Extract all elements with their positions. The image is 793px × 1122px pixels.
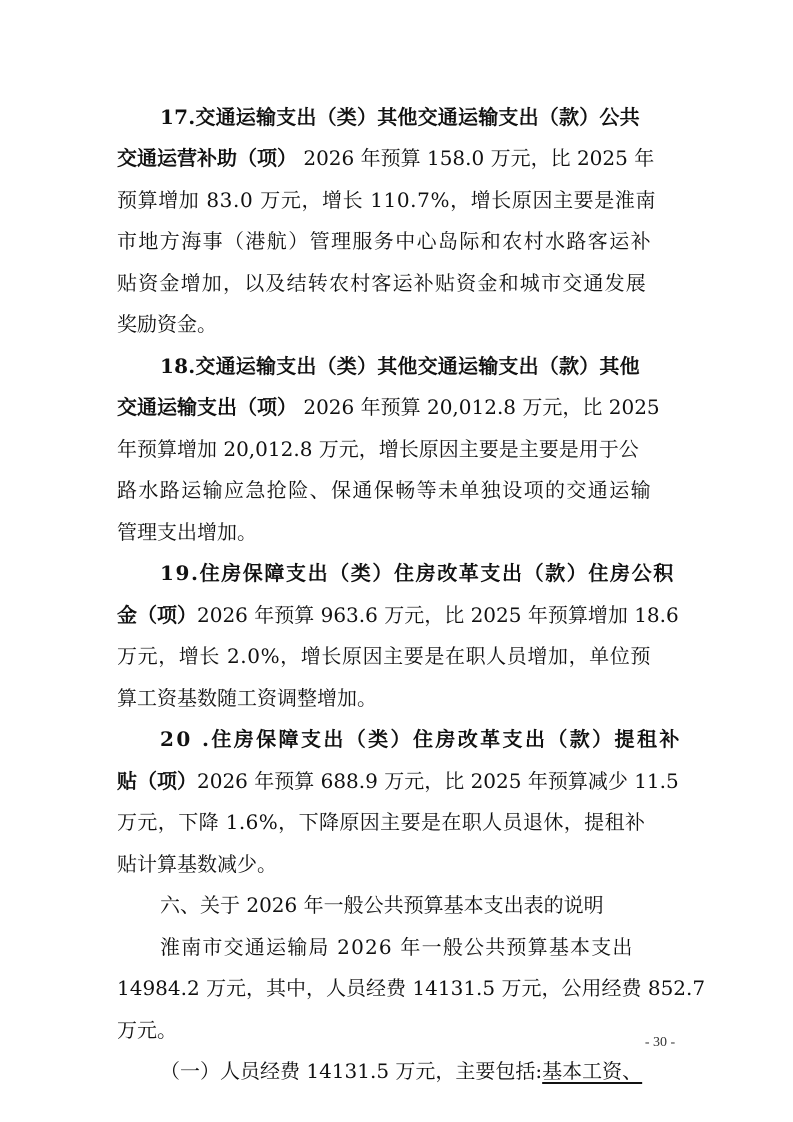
line: 19.住房保障支出（类）住房改革支出（款）住房公积	[160, 561, 675, 585]
line: 金（项）2026 年预算 963.6 万元，比 2025 年预算增加 18.6	[117, 603, 679, 627]
line: 万元，下降 1.6%，下降原因主要是在职人员退休，提租补	[117, 810, 646, 834]
line: 交通运营补助（项） 2026 年预算 158.0 万元，比 2025 年	[117, 146, 655, 170]
line: 算工资基数随工资调整增加。	[117, 686, 377, 710]
line: 市地方海事（港航）管理服务中心岛际和农村水路客运补	[117, 229, 652, 253]
line: 17.交通运输支出（类）其他交通运输支出（款）公共	[160, 105, 640, 129]
line: 淮南市交通运输局 2026 年一般公共预算基本支出	[160, 935, 634, 959]
line: 20 .住房保障支出（类）住房改革支出（款）提租补	[160, 727, 682, 751]
line: 14984.2 万元，其中，人员经费 14131.5 万元，公用经费 852.7	[117, 976, 706, 1000]
line: 贴资金增加，以及结转农村客运补贴资金和城市交通发展	[117, 271, 647, 295]
line: 万元。	[117, 1018, 177, 1042]
page-number: - 30 -	[644, 1035, 676, 1050]
line: （一）人员经费 14131.5 万元，主要包括:基本工资、	[160, 1059, 643, 1083]
line: 预算增加 83.0 万元，增长 110.7%，增长原因主要是淮南	[117, 188, 657, 212]
line: 奖励资金。	[117, 312, 217, 336]
line: 管理支出增加。	[117, 520, 257, 544]
line: 万元，增长 2.0%，增长原因主要是在职人员增加，单位预	[117, 644, 651, 668]
line: 18.交通运输支出（类）其他交通运输支出（款）其他	[160, 354, 640, 378]
line: 路水路运输应急抢险、保通保畅等未单独设项的交通运输	[117, 478, 652, 502]
line: 交通运输支出（项） 2026 年预算 20,012.8 万元，比 2025	[117, 395, 660, 419]
line: 贴（项）2026 年预算 688.9 万元，比 2025 年预算减少 11.5	[117, 769, 679, 793]
line: 年预算增加 20,012.8 万元，增长原因主要是主要是用于公	[117, 437, 639, 461]
section-heading: 六、关于 2026 年一般公共预算基本支出表的说明	[160, 893, 604, 917]
line: 贴计算基数减少。	[117, 852, 277, 876]
